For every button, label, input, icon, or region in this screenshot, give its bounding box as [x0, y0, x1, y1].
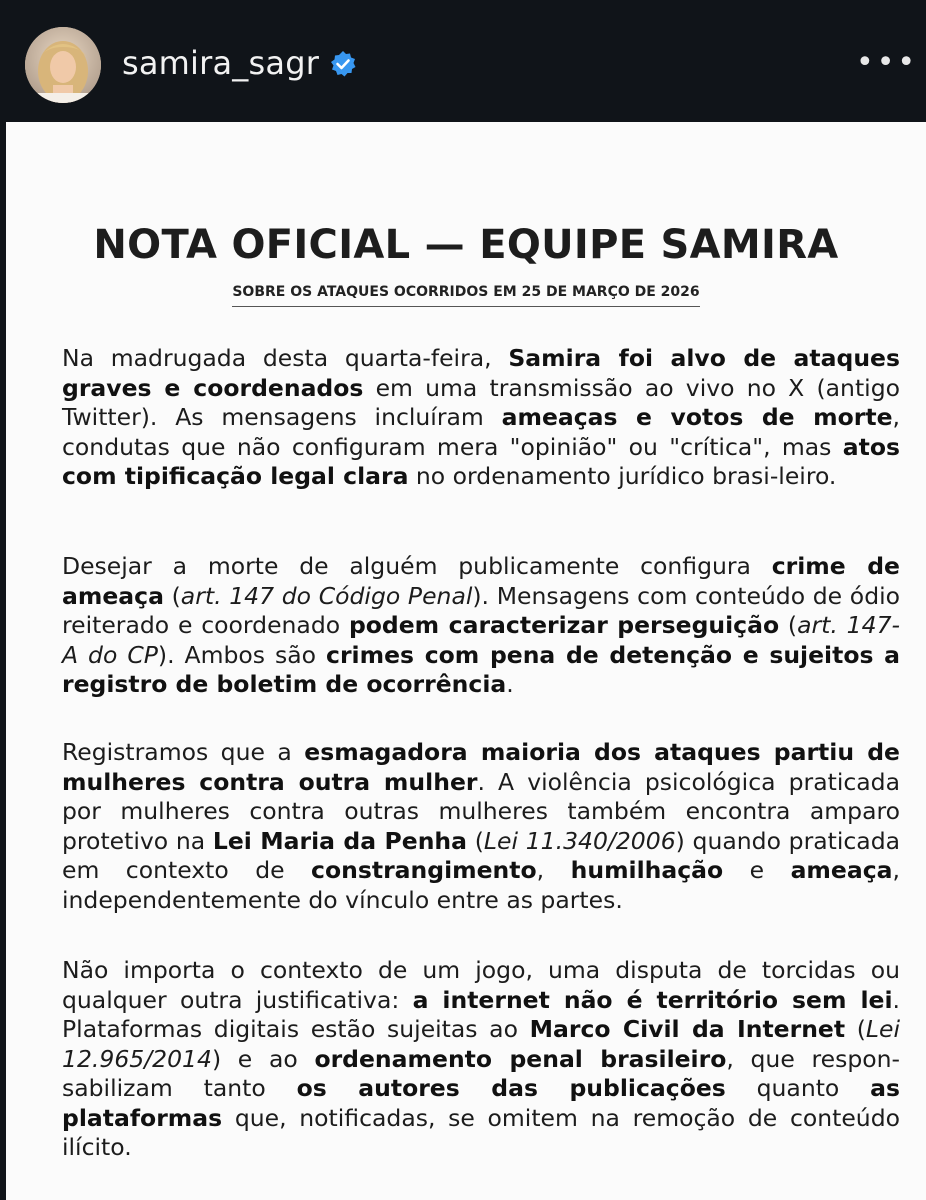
text-run: as plataformas	[62, 1074, 900, 1132]
text-run: esmagadora maioria dos ataques partiu de mulheres contra outra mulher	[62, 738, 900, 796]
text-run: crime de ameaça	[62, 552, 900, 610]
text-run: ameaças e votos de morte	[501, 403, 893, 431]
text-run: Lei Maria da Penha	[212, 826, 468, 855]
text-run: ordenamento penal brasileiro	[314, 1044, 727, 1073]
note-title: NOTA OFICIAL — EQUIPE SAMIRA	[93, 222, 839, 268]
text-run: a internet não é território sem lei	[412, 985, 893, 1014]
text-run: Lei 12.965/2014	[62, 1015, 901, 1073]
text-run: quanto	[725, 1074, 871, 1102]
verified-badge-icon	[329, 50, 357, 78]
text-run: art. 147 do Código Penal	[180, 581, 473, 610]
post-header	[0, 0, 926, 122]
text-run: atos com tipificação legal clara	[62, 432, 900, 490]
text-run: art. 147-A do CP	[62, 611, 900, 669]
text-run: que, notificadas, se omitem na remoção de conteúdo ilícito.	[62, 1103, 900, 1161]
text-run: Marco Civil da Internet	[529, 1015, 846, 1043]
text-run: (	[845, 1015, 866, 1043]
text-run: em uma transmissão ao vivo no X (antigo Twitter). As mensagens incluíram	[62, 373, 900, 431]
text-run: , condutas que não configuram mera "opinião" ou "crítica", mas	[62, 403, 901, 461]
username[interactable]: samira_sagr	[122, 44, 320, 82]
text-run: ,	[536, 856, 571, 884]
paragraph-1	[62, 344, 900, 492]
text-run: Na madrugada desta quarta-feira,	[62, 344, 509, 372]
avatar-photo-icon	[25, 27, 101, 103]
text-run: . Plataformas digitais estão sujeitas ao	[62, 985, 900, 1043]
avatar[interactable]	[25, 27, 101, 103]
text-run: Desejar a morte de alguém publicamente configura	[62, 552, 772, 580]
paragraph-3	[62, 738, 900, 915]
official-note-image	[6, 122, 926, 1200]
text-run: crimes com pena de detenção e sujeitos a registro de boletim de ocorrência	[62, 640, 901, 698]
text-run: ). Ambos são	[157, 640, 327, 669]
text-run: os autores das publicações	[296, 1074, 726, 1102]
text-run: humilhação	[570, 856, 724, 884]
text-run: Lei 11.340/2006	[483, 826, 676, 855]
text-run: , que respon-sabilizam tanto	[62, 1044, 900, 1102]
text-run: no ordenamento jurídico brasi-leiro.	[408, 462, 837, 490]
more-options-icon[interactable]: •••	[856, 45, 919, 80]
text-run: e	[723, 856, 791, 884]
text-run: (	[779, 611, 798, 639]
note-subtitle	[6, 284, 926, 300]
text-run: (	[467, 826, 484, 855]
text-run: Não importa o contexto de um jogo, uma disputa de torcidas ou qualquer outra justificativa:	[62, 956, 900, 1014]
text-run: ). Mensagens com conteúdo de ódio reiterado e coordenado	[62, 581, 901, 639]
text-run: Registramos que a	[62, 738, 305, 766]
text-run: (	[163, 581, 181, 610]
text-run: . A violência psicológica praticada por mulheres contra outras mulheres também encontra amparo protetivo na	[62, 767, 900, 855]
text-run: podem caracterizar perseguição	[348, 611, 780, 639]
text-run: ameaça	[790, 856, 893, 884]
text-run: , independentemente do vínculo entre as partes.	[62, 856, 900, 914]
text-run: .	[506, 670, 514, 698]
text-run: constrangimento	[311, 856, 537, 884]
text-run: ) quando praticada em contexto de	[62, 826, 901, 884]
text-run: ) e ao	[211, 1044, 315, 1073]
paragraph-4	[62, 956, 900, 1163]
paragraph-2	[62, 552, 900, 700]
text-run: Samira foi alvo de ataques graves e coordenados	[62, 344, 900, 402]
note-subtitle-text: SOBRE OS ATAQUES OCORRIDOS EM 25 DE MARÇO DE 2026	[232, 284, 699, 307]
